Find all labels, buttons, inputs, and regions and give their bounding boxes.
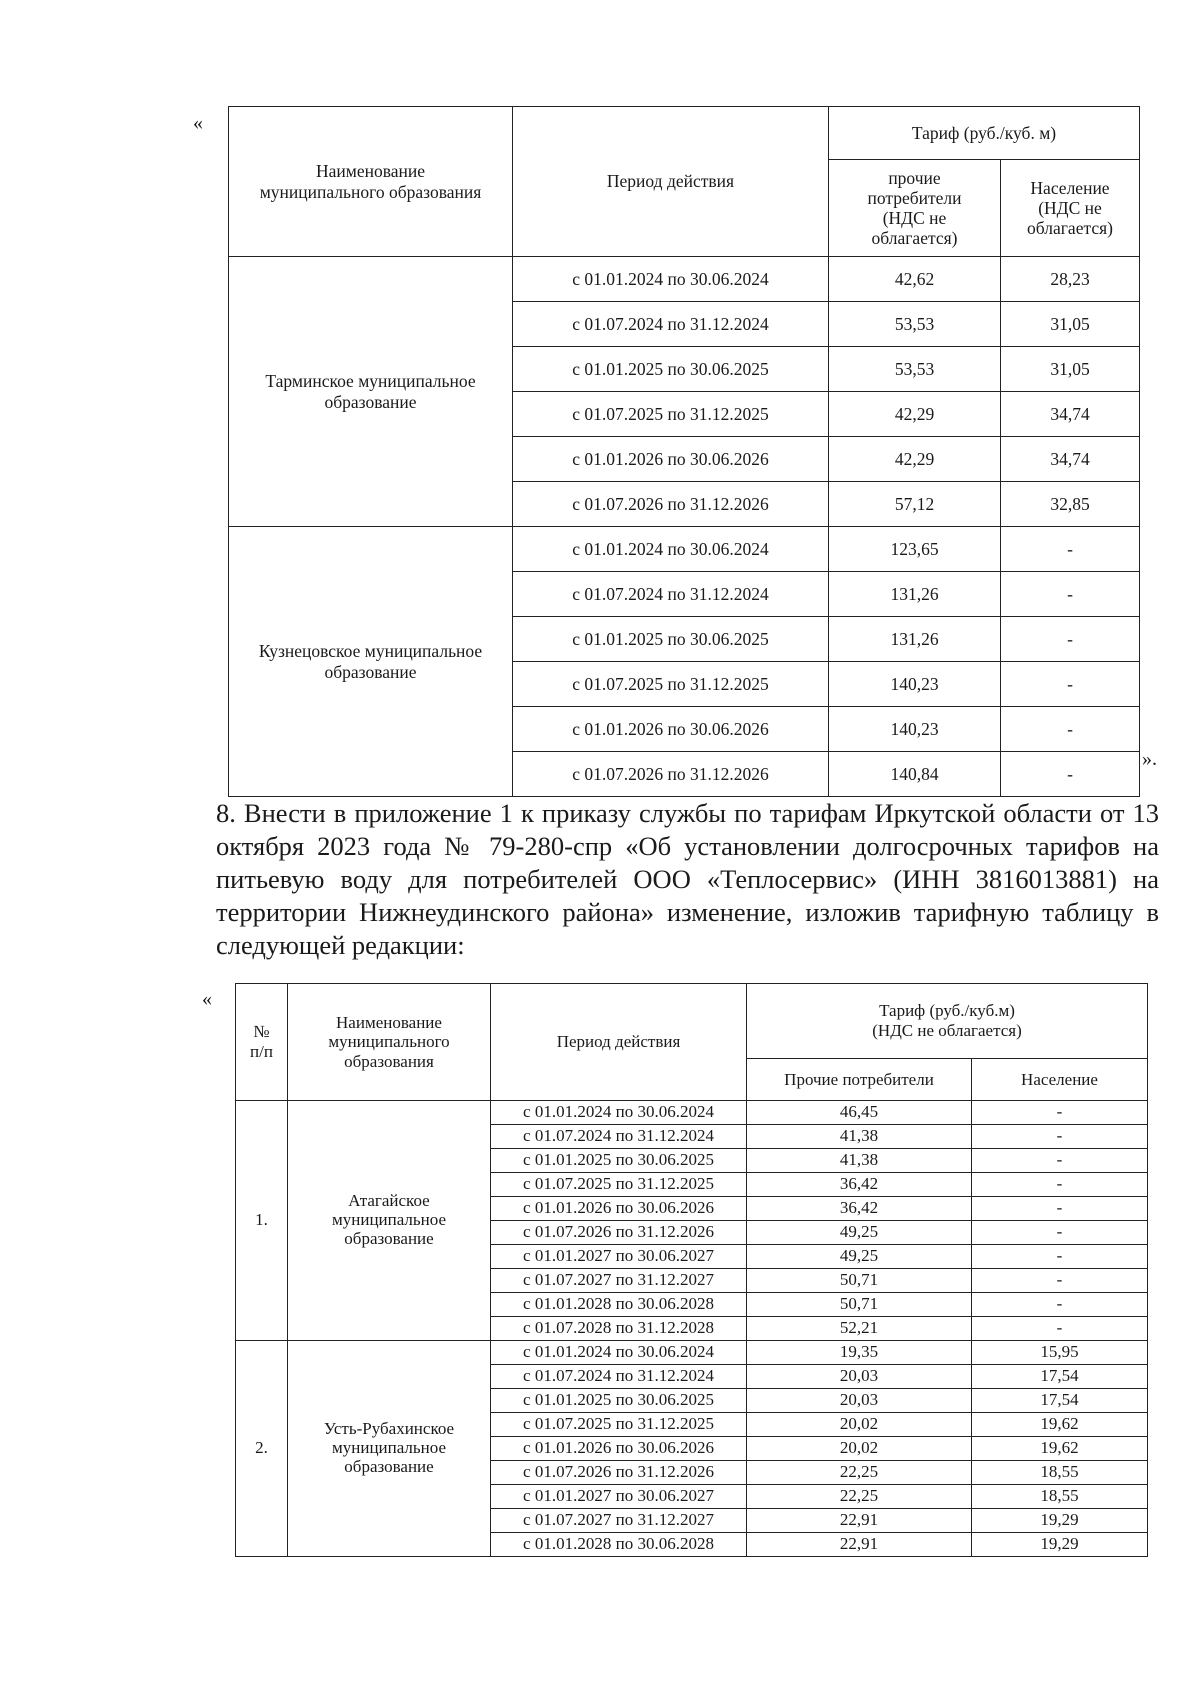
other-consumers-tariff: 46,45 (747, 1101, 972, 1125)
population-tariff: - (1001, 617, 1140, 662)
other-consumers-tariff: 19,35 (747, 1341, 972, 1365)
tariff-table-2-body (236, 1101, 1148, 1557)
period-cell: с 01.01.2024 по 30.06.2024 (513, 527, 829, 572)
other-consumers-tariff: 140,84 (829, 752, 1001, 797)
other-consumers-tariff: 52,21 (747, 1317, 972, 1341)
other-consumers-tariff: 49,25 (747, 1245, 972, 1269)
table-row (229, 527, 1140, 572)
opening-quote: « (193, 112, 203, 134)
other-consumers-tariff: 42,29 (829, 437, 1001, 482)
other-consumers-tariff: 36,42 (747, 1173, 972, 1197)
row-number: 1. (236, 1101, 288, 1341)
period-cell: с 01.07.2026 по 31.12.2026 (491, 1461, 747, 1485)
population-tariff: - (972, 1221, 1148, 1245)
period-cell: с 01.01.2025 по 30.06.2025 (513, 347, 829, 392)
population-tariff: - (972, 1149, 1148, 1173)
population-tariff: 31,05 (1001, 302, 1140, 347)
other-consumers-tariff: 57,12 (829, 482, 1001, 527)
header-municipality: Наименование муниципального образования (288, 984, 491, 1101)
tariff-table-1 (228, 106, 1140, 797)
population-tariff: 17,54 (972, 1389, 1148, 1413)
other-consumers-tariff: 41,38 (747, 1125, 972, 1149)
population-tariff: - (972, 1269, 1148, 1293)
other-consumers-tariff: 131,26 (829, 617, 1001, 662)
population-tariff: 19,62 (972, 1437, 1148, 1461)
population-tariff: - (972, 1245, 1148, 1269)
period-cell: с 01.07.2028 по 31.12.2028 (491, 1317, 747, 1341)
period-cell: с 01.07.2025 по 31.12.2025 (513, 392, 829, 437)
other-consumers-tariff: 53,53 (829, 347, 1001, 392)
header-population: Население (НДС не облагается) (1001, 160, 1140, 257)
period-cell: с 01.07.2026 по 31.12.2026 (491, 1221, 747, 1245)
period-cell: с 01.01.2027 по 30.06.2027 (491, 1245, 747, 1269)
table-row (236, 1341, 1148, 1365)
opening-quote-2: « (202, 988, 212, 1010)
header-period: Период действия (513, 107, 829, 257)
other-consumers-tariff: 22,91 (747, 1509, 972, 1533)
population-tariff: 19,62 (972, 1413, 1148, 1437)
other-consumers-tariff: 20,02 (747, 1413, 972, 1437)
population-tariff: - (1001, 662, 1140, 707)
other-consumers-tariff: 41,38 (747, 1149, 972, 1173)
other-consumers-tariff: 50,71 (747, 1293, 972, 1317)
population-tariff: 18,55 (972, 1485, 1148, 1509)
period-cell: с 01.01.2026 по 30.06.2026 (513, 707, 829, 752)
tariff-table-2 (235, 983, 1148, 1557)
period-cell: с 01.07.2024 по 31.12.2024 (491, 1125, 747, 1149)
population-tariff: - (1001, 707, 1140, 752)
header-number: № п/п (236, 984, 288, 1101)
period-cell: с 01.07.2025 по 31.12.2025 (491, 1413, 747, 1437)
municipality-name: Атагайское муниципальное образование (288, 1101, 491, 1341)
header-period: Период действия (491, 984, 747, 1101)
period-cell: с 01.07.2024 по 31.12.2024 (513, 572, 829, 617)
period-cell: с 01.01.2025 по 30.06.2025 (513, 617, 829, 662)
population-tariff: 18,55 (972, 1461, 1148, 1485)
population-tariff: 17,54 (972, 1365, 1148, 1389)
header-other-consumers: прочие потребители (НДС не облагается) (829, 160, 1001, 257)
population-tariff: 34,74 (1001, 392, 1140, 437)
municipality-name: Кузнецовское муниципальное образование (229, 527, 513, 797)
municipality-name: Тарминское муниципальное образование (229, 257, 513, 527)
period-cell: с 01.01.2026 по 30.06.2026 (491, 1437, 747, 1461)
period-cell: с 01.07.2027 по 31.12.2027 (491, 1509, 747, 1533)
period-cell: с 01.01.2026 по 30.06.2026 (491, 1197, 747, 1221)
header-other-consumers: Прочие потребители (747, 1059, 972, 1101)
other-consumers-tariff: 140,23 (829, 707, 1001, 752)
other-consumers-tariff: 53,53 (829, 302, 1001, 347)
header-municipality: Наименование муниципального образования (229, 107, 513, 257)
period-cell: с 01.07.2024 по 31.12.2024 (491, 1365, 747, 1389)
population-tariff: 31,05 (1001, 347, 1140, 392)
population-tariff: - (972, 1101, 1148, 1125)
period-cell: с 01.01.2027 по 30.06.2027 (491, 1485, 747, 1509)
population-tariff: - (972, 1293, 1148, 1317)
other-consumers-tariff: 20,03 (747, 1365, 972, 1389)
period-cell: с 01.01.2028 по 30.06.2028 (491, 1533, 747, 1557)
period-cell: с 01.01.2024 по 30.06.2024 (491, 1101, 747, 1125)
tariff-table-1-body (229, 257, 1140, 797)
table-row (229, 257, 1140, 302)
period-cell: с 01.01.2024 по 30.06.2024 (491, 1341, 747, 1365)
other-consumers-tariff: 42,62 (829, 257, 1001, 302)
municipality-name: Усть-Рубахинское муниципальное образование (288, 1341, 491, 1557)
other-consumers-tariff: 22,25 (747, 1485, 972, 1509)
population-tariff: 28,23 (1001, 257, 1140, 302)
period-cell: с 01.07.2025 по 31.12.2025 (513, 662, 829, 707)
period-cell: с 01.07.2024 по 31.12.2024 (513, 302, 829, 347)
period-cell: с 01.07.2026 по 31.12.2026 (513, 752, 829, 797)
other-consumers-tariff: 22,25 (747, 1461, 972, 1485)
period-cell: с 01.07.2026 по 31.12.2026 (513, 482, 829, 527)
header-tariff: Тариф (руб./куб.м) (НДС не облагается) (747, 984, 1148, 1059)
population-tariff: 19,29 (972, 1509, 1148, 1533)
period-cell: с 01.01.2024 по 30.06.2024 (513, 257, 829, 302)
period-cell: с 01.01.2025 по 30.06.2025 (491, 1389, 747, 1413)
row-number: 2. (236, 1341, 288, 1557)
period-cell: с 01.01.2028 по 30.06.2028 (491, 1293, 747, 1317)
other-consumers-tariff: 49,25 (747, 1221, 972, 1245)
other-consumers-tariff: 123,65 (829, 527, 1001, 572)
other-consumers-tariff: 140,23 (829, 662, 1001, 707)
other-consumers-tariff: 131,26 (829, 572, 1001, 617)
population-tariff: - (972, 1197, 1148, 1221)
population-tariff: 15,95 (972, 1341, 1148, 1365)
population-tariff: - (972, 1317, 1148, 1341)
other-consumers-tariff: 42,29 (829, 392, 1001, 437)
period-cell: с 01.07.2025 по 31.12.2025 (491, 1173, 747, 1197)
population-tariff: - (972, 1125, 1148, 1149)
header-tariff: Тариф (руб./куб. м) (829, 107, 1140, 160)
header-population: Население (972, 1059, 1148, 1101)
other-consumers-tariff: 20,03 (747, 1389, 972, 1413)
period-cell: с 01.01.2025 по 30.06.2025 (491, 1149, 747, 1173)
other-consumers-tariff: 22,91 (747, 1533, 972, 1557)
population-tariff: 34,74 (1001, 437, 1140, 482)
other-consumers-tariff: 20,02 (747, 1437, 972, 1461)
period-cell: с 01.01.2026 по 30.06.2026 (513, 437, 829, 482)
other-consumers-tariff: 36,42 (747, 1197, 972, 1221)
population-tariff: - (1001, 527, 1140, 572)
table-row (236, 1101, 1148, 1125)
closing-quote: ». (1142, 748, 1157, 770)
population-tariff: - (1001, 572, 1140, 617)
amendment-paragraph: 8. Внести в приложение 1 к приказу службы по тарифам Иркутской области от 13 октября 2023 года № 79-280-спр «Об установлении долгосрочных тарифов на питьевую воду для потребителей ООО «Теплосервис» (ИНН 3816013881) на территории Нижнеудинского района» изменение, изложив тарифную таблицу в следующей редакции: (216, 798, 1159, 960)
population-tariff: - (1001, 752, 1140, 797)
other-consumers-tariff: 50,71 (747, 1269, 972, 1293)
population-tariff: - (972, 1173, 1148, 1197)
period-cell: с 01.07.2027 по 31.12.2027 (491, 1269, 747, 1293)
population-tariff: 19,29 (972, 1533, 1148, 1557)
population-tariff: 32,85 (1001, 482, 1140, 527)
